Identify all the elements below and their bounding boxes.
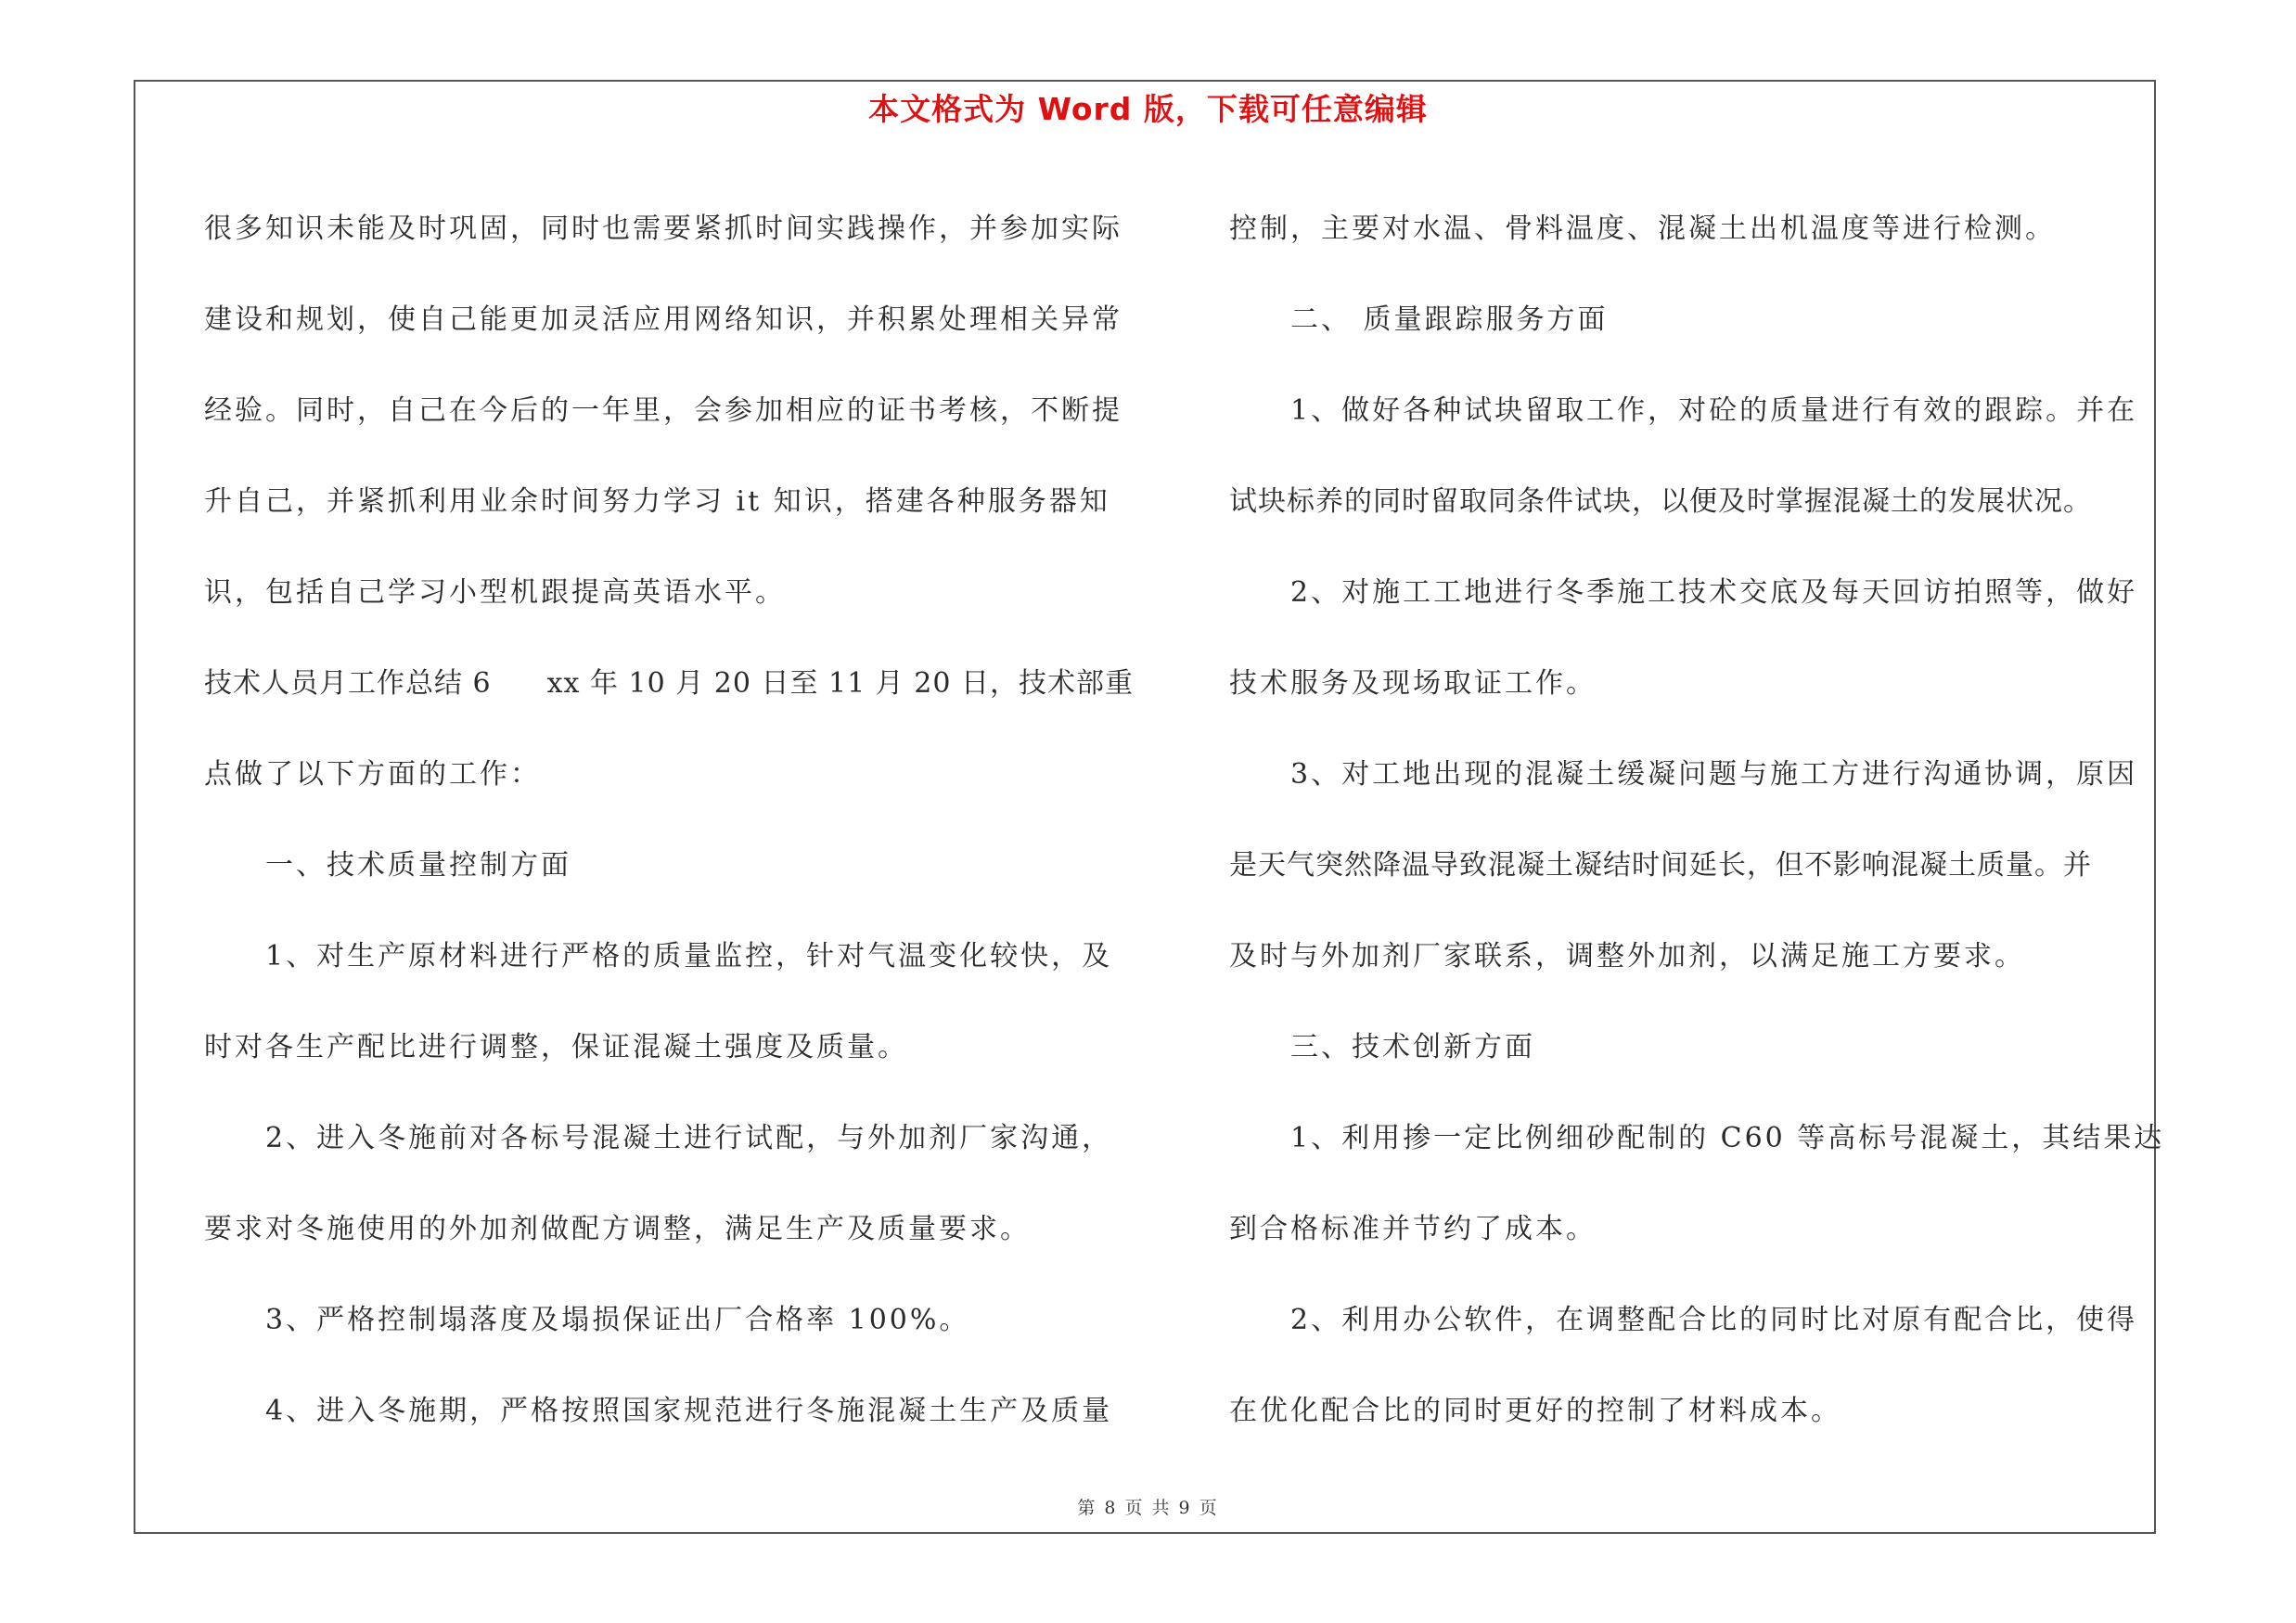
paragraph-line: 点做了以下方面的工作： [204, 758, 541, 791]
left-column [204, 184, 1132, 1457]
list-item: 2、利用办公软件，在调整配合比的同时比对原有配合比，使得 [1290, 1304, 2138, 1336]
list-item: 1、利用掺一定比例细砂配制的 C60 等高标号混凝土，其结果达 [1290, 1122, 2165, 1154]
format-banner: 本文格式为 Word 版，下载可任意编辑 [868, 91, 1428, 127]
list-item: 1、做好各种试块留取工作，对砼的质量进行有效的跟踪。并在 [1290, 394, 2138, 427]
list-item-continued: 控制，主要对水温、骨料温度、混凝土出机温度等进行检测。 [1229, 213, 2056, 245]
section-heading: 一、技术质量控制方面 [265, 849, 571, 882]
page-number: 第 8 页 共 9 页 [1077, 1498, 1219, 1518]
list-item: 3、严格控制塌落度及塌损保证出厂合格率 100%。 [265, 1304, 970, 1336]
paragraph-line: 很多知识未能及时巩固，同时也需要紧抓时间实践操作，并参加实际 [204, 213, 1122, 245]
section-heading: 三、技术创新方面 [1290, 1031, 1535, 1063]
summary-title: 技术人员月工作总结 6 [204, 667, 492, 700]
list-item-continued: 技术服务及现场取证工作。 [1229, 667, 1597, 700]
list-item-continued: 到合格标准并节约了成本。 [1229, 1213, 1597, 1245]
summary-date-range: xx 年 10 月 20 日至 11 月 20 日，技术部重 [546, 667, 1134, 700]
list-item-continued: 试块标养的同时留取同条件试块，以便及时掌握混凝土的发展状况。 [1229, 485, 2092, 518]
list-item: 2、对施工工地进行冬季施工技术交底及每天回访拍照等，做好 [1290, 576, 2138, 609]
list-item: 1、对生产原材料进行严格的质量监控，针对气温变化较快，及 [265, 940, 1113, 973]
list-item-continued: 是天气突然降温导致混凝土凝结时间延长，但不影响混凝土质量。并 [1229, 849, 2092, 882]
paragraph-line: 识，包括自己学习小型机跟提高英语水平。 [204, 576, 786, 609]
list-item: 2、进入冬施前对各标号混凝土进行试配，与外加剂厂家沟通， [265, 1122, 1113, 1154]
list-item-continued: 时对各生产配比进行调整，保证混凝土强度及质量。 [204, 1031, 908, 1063]
paragraph-line: 经验。同时，自己在今后的一年里，会参加相应的证书考核，不断提 [204, 394, 1122, 427]
right-column [1229, 184, 2175, 1457]
paragraph-line: 升自己，并紧抓利用业余时间努力学习 it 知识，搭建各种服务器知 [204, 485, 1110, 518]
list-item-continued: 及时与外加剂厂家联系，调整外加剂，以满足施工方要求。 [1229, 940, 2025, 973]
list-item-continued: 要求对冬施使用的外加剂做配方调整，满足生产及质量要求。 [204, 1213, 1031, 1245]
list-item: 4、进入冬施期，严格按照国家规范进行冬施混凝土生产及质量 [265, 1395, 1113, 1427]
section-heading: 二、 质量跟踪服务方面 [1290, 303, 1609, 336]
summary-heading-line [204, 638, 1132, 729]
paragraph-line: 建设和规划，使自己能更加灵活应用网络知识，并积累处理相关异常 [204, 303, 1122, 336]
list-item: 3、对工地出现的混凝土缓凝问题与施工方进行沟通协调，原因 [1290, 758, 2138, 791]
list-item-continued: 在优化配合比的同时更好的控制了材料成本。 [1229, 1395, 1841, 1427]
